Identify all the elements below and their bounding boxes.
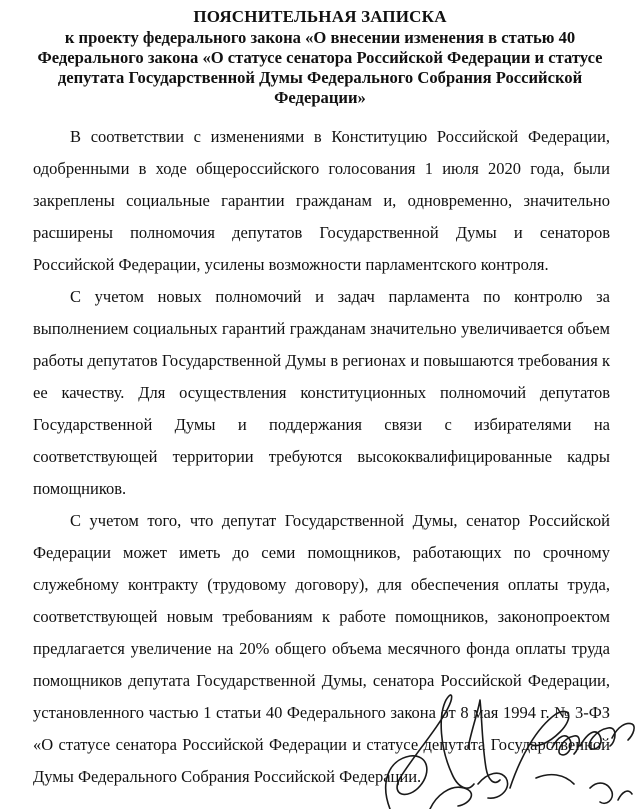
handwritten-signature [360,688,640,809]
document-subtitle: к проекту федерального закона «О внесении изменения в статью 40 Федерального закона «О статусе сенатора Российской Федерации и статусе депутата Государственной Думы Федерального Собрания Российской Федерации» [37,28,603,107]
paragraph-3: С учетом того, что депутат Государственной Думы, сенатор Российской Федерации может иметь до семи помощников, работающих по срочному служебному контракту (трудовому договору), для обеспечения оплаты труда, соответствующей новым требованиям к работе помощников, законопроектом предлагается увеличение на 20% общего объема месячного фонда оплаты труда помощников депутата Государственной Думы, сенатора Российской Федерации, установленного частью 1 статьи 40 Федерального закона от 8 мая 1994 г. № 3-ФЗ «О статусе сенатора Российской Федерации и статусе депутата Государственной Думы Федерального Собрания Российской Федерации. [33,511,610,786]
paragraph-2: С учетом новых полномочий и задач парламента по контролю за выполнением социальных гарантий гражданам значительно увеличивается объем работы депутатов Государственной Думы в регионах и повышаются требования к ее качеству. Для осуществления конституционных полномочий депутатов Государственной Думы и поддержания связи с избирателями на соответствующей территории требуются высококвалифицированные кадры помощников. [33,287,610,498]
paragraph-1: В соответствии с изменениями в Конституцию Российской Федерации, одобренными в ходе общероссийского голосования 1 июля 2020 года, были закреплены социальные гарантии гражданам и, одновременно, значительно расширены полномочия депутатов Государственной Думы и сенаторов Российской Федерации, усилены возможности парламентского контроля. [33,127,610,274]
document-title: ПОЯСНИТЕЛЬНАЯ ЗАПИСКА [193,7,447,26]
